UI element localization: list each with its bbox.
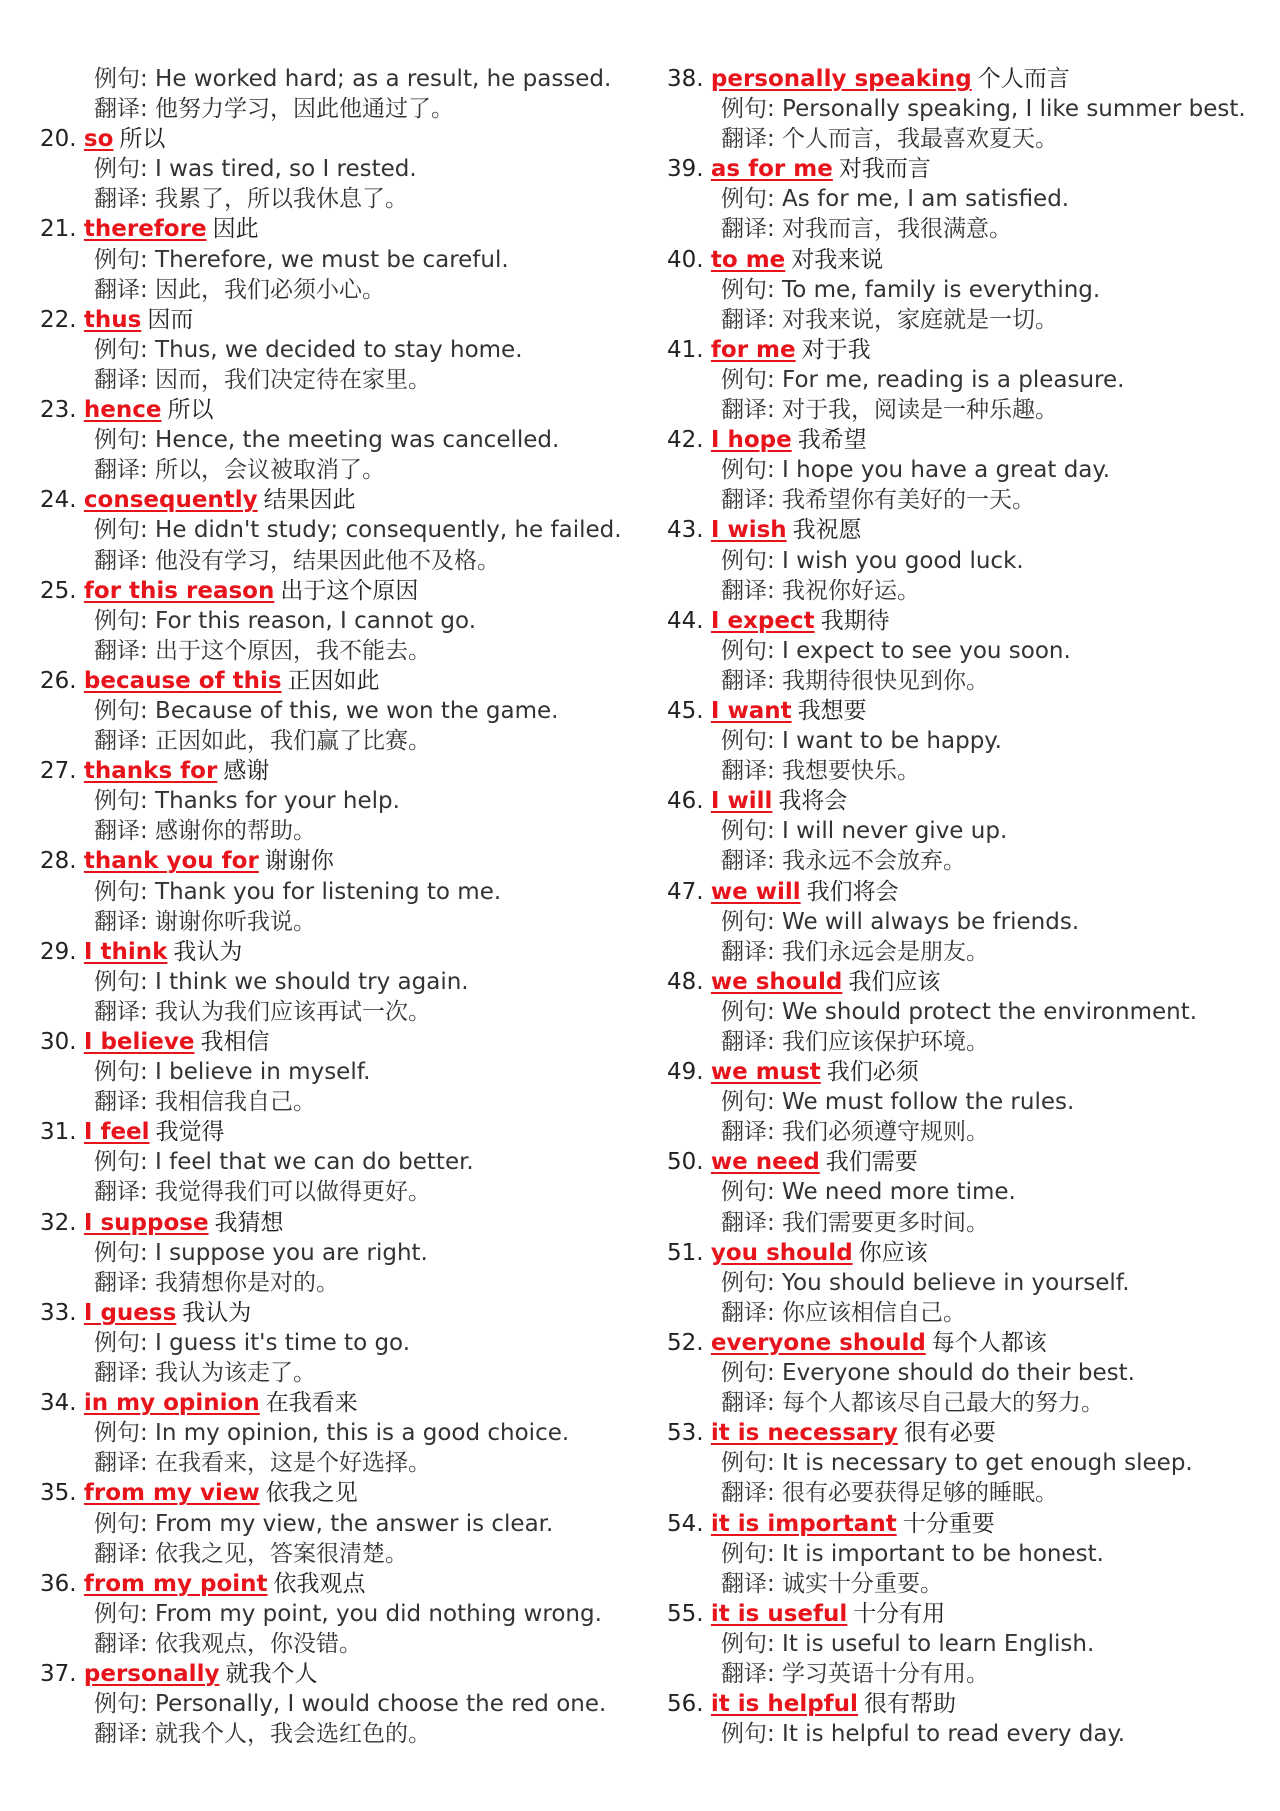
translation-sentence: 翻译: 对我而言，我很满意。 (721, 216, 1013, 243)
translation-sentence: 翻译: 他努力学习，因此他通过了。 (94, 96, 455, 123)
phrase-meaning: 很有帮助 (863, 1691, 956, 1718)
phrase-meaning: 结果因此 (263, 487, 356, 514)
entry-number: 28. (40, 848, 77, 875)
entry-heading (667, 154, 1267, 184)
phrase-keyword: everyone should (710, 1329, 926, 1356)
phrase-meaning: 谢谢你 (264, 848, 334, 875)
entry-number: 27. (40, 758, 77, 785)
phrase-keyword: so (83, 126, 114, 153)
example-sentence: 例句: Personally speaking, I like summer best. (721, 96, 1246, 123)
phrase-meaning: 因而 (147, 306, 194, 333)
entry-heading (40, 846, 640, 876)
entry-number: 33. (40, 1299, 77, 1326)
translation-sentence: 翻译: 每个人都该尽自己最大的努力。 (721, 1390, 1105, 1417)
entry-number: 55. (667, 1600, 704, 1627)
phrase-keyword: because of this (83, 667, 282, 694)
example-sentence: 例句: Thank you for listening to me. (94, 878, 502, 905)
entry-number: 22. (40, 306, 77, 333)
entry-heading (667, 877, 1267, 907)
entry-number: 42. (667, 427, 704, 454)
phrase-keyword: I will (710, 788, 773, 815)
translation-sentence: 翻译: 我们永远会是朋友。 (721, 938, 990, 965)
entry-number: 52. (667, 1329, 704, 1356)
translation-sentence: 翻译: 我们需要更多时间。 (721, 1209, 990, 1236)
phrase-meaning: 出于这个原因 (280, 577, 419, 604)
entry-number: 43. (667, 517, 704, 544)
phrase-meaning: 依我观点 (273, 1570, 366, 1597)
phrase-keyword: I suppose (83, 1209, 209, 1236)
translation-sentence: 翻译: 我期待很快见到你。 (721, 667, 990, 694)
translation-sentence: 翻译: 在我看来，这是个好选择。 (94, 1450, 432, 1477)
example-sentence: 例句: Therefore, we must be careful. (94, 246, 509, 273)
entry-heading (667, 1328, 1267, 1358)
example-sentence: 例句: From my view, the answer is clear. (94, 1510, 554, 1537)
phrase-meaning: 我将会 (778, 788, 848, 815)
example-sentence: 例句: It is helpful to read every day. (721, 1721, 1126, 1748)
translation-sentence: 翻译: 感谢你的帮助。 (94, 818, 317, 845)
phrase-meaning: 很有必要 (903, 1420, 996, 1447)
translation-sentence: 翻译: 因而，我们决定待在家里。 (94, 366, 432, 393)
phrase-keyword: from my view (83, 1480, 260, 1507)
translation-sentence: 翻译: 你应该相信自己。 (721, 1299, 967, 1326)
phrase-keyword: we should (710, 968, 843, 995)
entry-heading (40, 1569, 640, 1599)
example-sentence: 例句: It is useful to learn English. (721, 1630, 1095, 1657)
phrase-meaning: 我想要 (797, 697, 867, 724)
phrase-keyword: to me (710, 246, 786, 273)
entry-heading (667, 1147, 1267, 1177)
phrase-keyword: thank you for (83, 848, 259, 875)
right-column (667, 64, 1267, 1749)
entry-heading (40, 1388, 640, 1418)
phrase-meaning: 我希望 (797, 427, 867, 454)
phrase-keyword: I think (83, 938, 168, 965)
example-sentence: 例句: From my point, you did nothing wrong. (94, 1600, 602, 1627)
phrase-meaning: 我们应该 (848, 968, 941, 995)
entry-heading (40, 214, 640, 244)
entry-heading (40, 1208, 640, 1238)
entry-number: 47. (667, 878, 704, 905)
entry-heading (667, 64, 1267, 94)
translation-sentence: 翻译: 我认为我们应该再试一次。 (94, 998, 432, 1025)
entry-heading (667, 245, 1267, 275)
entry-number: 46. (667, 788, 704, 815)
phrase-meaning: 依我之见 (265, 1480, 358, 1507)
example-sentence: 例句: Thus, we decided to stay home. (94, 336, 523, 363)
entry-number: 32. (40, 1209, 77, 1236)
entry-heading (40, 1659, 640, 1689)
entry-heading (667, 696, 1267, 726)
phrase-meaning: 你应该 (858, 1239, 928, 1266)
entry-number: 23. (40, 397, 77, 424)
translation-sentence: 翻译: 我想要快乐。 (721, 758, 921, 785)
entry-number: 56. (667, 1691, 704, 1718)
example-sentence: 例句: You should believe in yourself. (721, 1269, 1130, 1296)
phrase-meaning: 个人而言 (977, 66, 1070, 92)
entry-number: 54. (667, 1510, 704, 1537)
phrase-keyword: from my point (83, 1570, 268, 1597)
example-sentence: 例句: It is necessary to get enough sleep. (721, 1450, 1193, 1477)
entry-number: 41. (667, 336, 704, 363)
phrase-meaning: 我们需要 (825, 1149, 918, 1176)
example-sentence: 例句: It is important to be honest. (721, 1540, 1104, 1567)
phrase-keyword: I feel (83, 1119, 150, 1146)
entry-number: 49. (667, 1059, 704, 1086)
translation-sentence: 翻译: 个人而言，我最喜欢夏天。 (721, 126, 1059, 153)
phrase-keyword: it is helpful (710, 1691, 858, 1718)
phrase-keyword: as for me (710, 156, 833, 183)
translation-sentence: 翻译: 就我个人，我会选红色的。 (94, 1721, 432, 1748)
phrase-meaning: 对我而言 (838, 156, 931, 183)
example-sentence: 例句: I hope you have a great day. (721, 457, 1111, 484)
phrase-meaning: 我相信 (200, 1029, 270, 1055)
phrase-meaning: 所以 (119, 126, 166, 153)
phrase-meaning: 我祝愿 (792, 517, 862, 544)
entry-heading (40, 1027, 640, 1057)
example-sentence: 例句: Everyone should do their best. (721, 1360, 1135, 1387)
phrase-meaning: 因此 (212, 216, 259, 243)
phrase-keyword: therefore (83, 216, 207, 243)
phrase-meaning: 每个人都该 (931, 1329, 1047, 1356)
entry-number: 45. (667, 697, 704, 724)
entry-number: 39. (667, 156, 704, 183)
entry-heading (667, 1509, 1267, 1539)
entry-number: 31. (40, 1119, 77, 1146)
example-sentence: 例句: I suppose you are right. (94, 1239, 428, 1266)
example-sentence: 例句: In my opinion, this is a good choice. (94, 1420, 570, 1447)
translation-sentence: 翻译: 对我来说，家庭就是一切。 (721, 306, 1059, 333)
phrase-keyword: I wish (710, 517, 787, 544)
entry-number: 26. (40, 667, 77, 694)
entry-heading (667, 606, 1267, 636)
phrase-keyword: thus (83, 306, 142, 333)
translation-sentence: 翻译: 依我观点，你没错。 (94, 1630, 363, 1657)
phrase-keyword: I expect (710, 607, 815, 634)
phrase-keyword: personally speaking (710, 66, 972, 92)
translation-sentence: 翻译: 学习英语十分有用。 (721, 1660, 990, 1687)
entry-heading (667, 1418, 1267, 1448)
entry-heading (667, 967, 1267, 997)
translation-sentence: 翻译: 我觉得我们可以做得更好。 (94, 1179, 432, 1206)
translation-sentence: 翻译: 我希望你有美好的一天。 (721, 487, 1036, 514)
phrase-keyword: I hope (710, 427, 792, 454)
phrase-meaning: 对我来说 (791, 246, 884, 273)
translation-sentence: 翻译: 我猜想你是对的。 (94, 1269, 340, 1296)
example-sentence: 例句: For this reason, I cannot go. (94, 607, 477, 634)
example-sentence: 例句: I think we should try again. (94, 968, 469, 995)
example-sentence: 例句: I wish you good luck. (721, 547, 1024, 574)
phrase-meaning: 我觉得 (155, 1119, 225, 1146)
phrase-meaning: 我们必须 (826, 1059, 919, 1086)
phrase-meaning: 我认为 (182, 1299, 252, 1326)
entry-number: 38. (667, 66, 704, 92)
example-sentence: 例句: I feel that we can do better. (94, 1149, 474, 1176)
phrase-keyword: for this reason (83, 577, 275, 604)
entry-number: 40. (667, 246, 704, 273)
entry-heading (667, 1057, 1267, 1087)
example-sentence: 例句: I was tired, so I rested. (94, 156, 417, 183)
example-sentence: 例句: We should protect the environment. (721, 998, 1198, 1025)
example-sentence: 例句: We need more time. (721, 1179, 1016, 1206)
example-sentence: 例句: He didn't study; consequently, he failed. (94, 517, 622, 544)
entry-number: 34. (40, 1390, 77, 1417)
entry-number: 37. (40, 1660, 77, 1687)
example-sentence: 例句: As for me, I am satisfied. (721, 186, 1070, 213)
example-sentence: 例句: I will never give up. (721, 818, 1008, 845)
phrase-meaning: 在我看来 (265, 1390, 358, 1417)
entry-number: 50. (667, 1149, 704, 1176)
example-sentence: 例句: Hence, the meeting was cancelled. (94, 427, 560, 454)
phrase-meaning: 我猜想 (214, 1209, 284, 1236)
phrase-keyword: you should (710, 1239, 853, 1266)
phrase-keyword: it is important (710, 1510, 897, 1537)
example-sentence: 例句: I want to be happy. (721, 728, 1002, 755)
entry-heading (667, 1689, 1267, 1719)
example-sentence: 例句: Because of this, we won the game. (94, 697, 559, 724)
entry-number: 53. (667, 1420, 704, 1447)
phrase-meaning: 十分重要 (902, 1510, 995, 1537)
phrase-meaning: 就我个人 (225, 1660, 318, 1687)
entry-heading (40, 1298, 640, 1328)
phrase-meaning: 我期待 (820, 607, 890, 634)
phrase-meaning: 正因如此 (287, 667, 380, 694)
entry-heading (40, 395, 640, 425)
example-sentence: 例句: We will always be friends. (721, 908, 1080, 935)
example-sentence: 例句: I guess it's time to go. (94, 1329, 411, 1356)
entry-heading (40, 485, 640, 515)
phrase-keyword: I guess (83, 1299, 177, 1326)
example-sentence: 例句: For me, reading is a pleasure. (721, 366, 1125, 393)
entry-heading (40, 124, 640, 154)
phrase-meaning: 感谢 (223, 758, 270, 785)
entry-number: 30. (40, 1029, 77, 1055)
phrase-keyword: thanks for (83, 758, 218, 785)
translation-sentence: 翻译: 依我之见，答案很清楚。 (94, 1540, 409, 1567)
entry-number: 24. (40, 487, 77, 514)
example-sentence: 例句: I believe in myself. (94, 1059, 371, 1086)
entry-heading (40, 1478, 640, 1508)
translation-sentence: 翻译: 我永远不会放弃。 (721, 848, 967, 875)
example-sentence: 例句: He worked hard; as a result, he passed. (94, 66, 612, 92)
translation-sentence: 翻译: 很有必要获得足够的睡眠。 (721, 1480, 1059, 1507)
example-sentence: 例句: I expect to see you soon. (721, 637, 1071, 664)
entry-number: 35. (40, 1480, 77, 1507)
entry-heading (40, 937, 640, 967)
phrase-keyword: we must (710, 1059, 821, 1086)
translation-sentence: 翻译: 对于我，阅读是一种乐趣。 (721, 397, 1059, 424)
translation-sentence: 翻译: 我们应该保护环境。 (721, 1029, 990, 1055)
example-sentence: 例句: We must follow the rules. (721, 1089, 1075, 1116)
entry-heading (667, 515, 1267, 545)
translation-sentence: 翻译: 诚实十分重要。 (721, 1570, 944, 1597)
entry-heading (40, 576, 640, 606)
translation-sentence: 翻译: 我祝你好运。 (721, 577, 921, 604)
translation-sentence: 翻译: 因此，我们必须小心。 (94, 276, 386, 303)
phrase-keyword: in my opinion (83, 1390, 260, 1417)
phrase-keyword: I want (710, 697, 792, 724)
entry-number: 20. (40, 126, 77, 153)
entry-heading (40, 666, 640, 696)
entry-heading (667, 335, 1267, 365)
entry-number: 44. (667, 607, 704, 634)
translation-sentence: 翻译: 他没有学习，结果因此他不及格。 (94, 547, 501, 574)
phrase-keyword: consequently (83, 487, 258, 514)
phrase-meaning: 对于我 (801, 336, 871, 363)
translation-sentence: 翻译: 我累了，所以我休息了。 (94, 186, 409, 213)
phrase-keyword: it is useful (710, 1600, 848, 1627)
translation-sentence: 翻译: 正因如此，我们赢了比赛。 (94, 728, 432, 755)
phrase-meaning: 十分有用 (853, 1600, 946, 1627)
example-sentence: 例句: Thanks for your help. (94, 788, 400, 815)
entry-heading (40, 305, 640, 335)
phrase-meaning: 我认为 (173, 938, 243, 965)
entry-heading (40, 756, 640, 786)
phrase-keyword: we need (710, 1149, 820, 1176)
entry-heading (667, 425, 1267, 455)
example-sentence: 例句: Personally, I would choose the red one. (94, 1691, 607, 1718)
translation-sentence: 翻译: 出于这个原因，我不能去。 (94, 637, 432, 664)
phrase-keyword: hence (83, 397, 162, 424)
entry-heading (40, 1117, 640, 1147)
entry-number: 25. (40, 577, 77, 604)
example-sentence: 例句: To me, family is everything. (721, 276, 1101, 303)
phrase-meaning: 我们将会 (806, 878, 899, 905)
entry-number: 51. (667, 1239, 704, 1266)
phrase-keyword: I believe (83, 1029, 195, 1055)
entry-number: 36. (40, 1570, 77, 1597)
phrase-keyword: personally (83, 1660, 220, 1687)
translation-sentence: 翻译: 我们必须遵守规则。 (721, 1119, 990, 1146)
phrase-meaning: 所以 (167, 397, 214, 424)
translation-sentence: 翻译: 谢谢你听我说。 (94, 908, 317, 935)
entry-heading (667, 1599, 1267, 1629)
entry-heading (667, 786, 1267, 816)
entry-number: 21. (40, 216, 77, 243)
phrase-keyword: we will (710, 878, 801, 905)
entry-number: 29. (40, 938, 77, 965)
phrase-keyword: it is necessary (710, 1420, 898, 1447)
phrase-keyword: for me (710, 336, 796, 363)
entry-number: 48. (667, 968, 704, 995)
translation-sentence: 翻译: 我认为该走了。 (94, 1360, 317, 1387)
entry-heading (667, 1238, 1267, 1268)
translation-sentence: 翻译: 我相信我自己。 (94, 1089, 317, 1116)
translation-sentence: 翻译: 所以，会议被取消了。 (94, 457, 386, 484)
left-column (40, 64, 640, 1749)
